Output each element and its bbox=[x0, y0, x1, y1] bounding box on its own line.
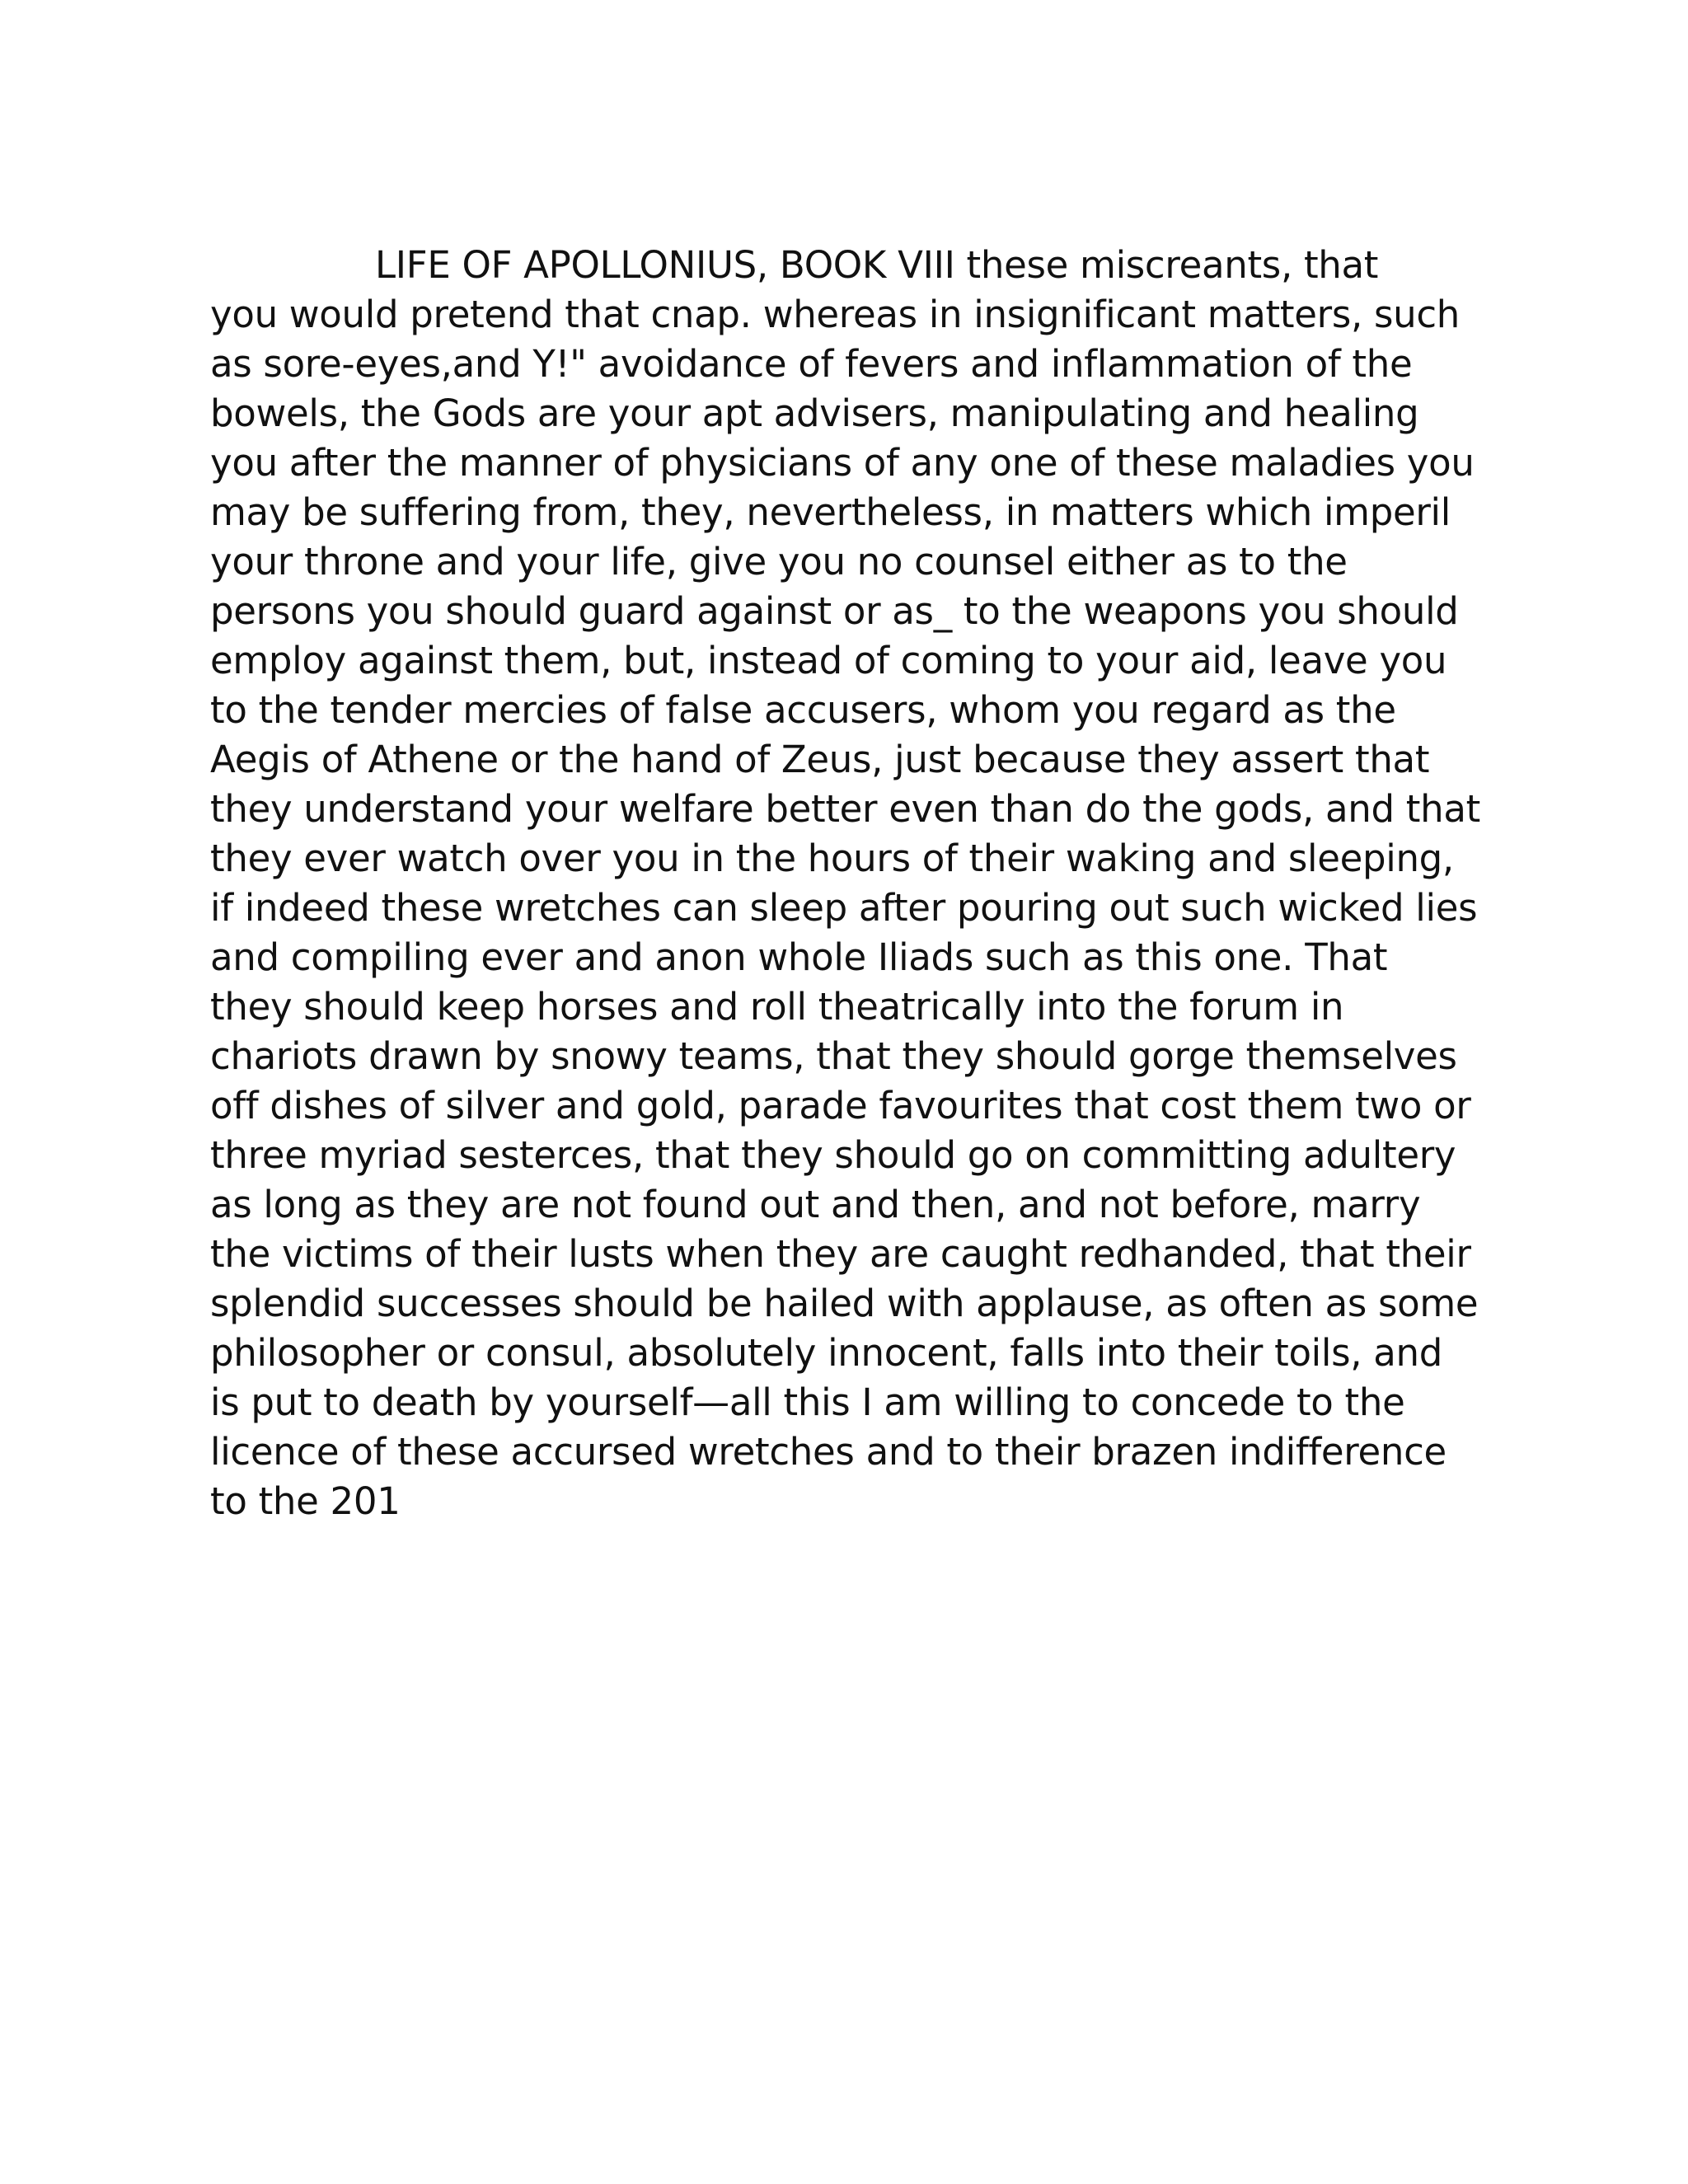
text-line: they should keep horses and roll theatrically into the forum in bbox=[210, 985, 1344, 1029]
text-line: may be suffering from, they, nevertheless, in matters which imperil bbox=[210, 490, 1451, 534]
text-line: is put to death by yourself—all this I am willing to concede to the bbox=[210, 1380, 1405, 1424]
text-line: if indeed these wretches can sleep after pouring out such wicked lies bbox=[210, 886, 1478, 930]
text-line: Aegis of Athene or the hand of Zeus, just because they assert that bbox=[210, 738, 1430, 781]
text-line: they ever watch over you in the hours of their waking and sleeping, bbox=[210, 837, 1454, 880]
text-line: to the tender mercies of false accusers, whom you regard as the bbox=[210, 688, 1396, 732]
text-line: you would pretend that cnap. whereas in insignificant matters, such bbox=[210, 293, 1461, 336]
text-line: licence of these accursed wretches and to their brazen indifference bbox=[210, 1430, 1447, 1474]
text-line: your throne and your life, give you no counsel either as to the bbox=[210, 540, 1348, 583]
text-line: off dishes of silver and gold, parade favourites that cost them two or bbox=[210, 1084, 1471, 1127]
text-line: and compiling ever and anon whole Iliads such as this one. That bbox=[210, 935, 1388, 979]
text-line: employ against them, but, instead of coming to your aid, leave you bbox=[210, 639, 1447, 682]
text-line: three myriad sesterces, that they should go on committing adultery bbox=[210, 1133, 1456, 1177]
text-line: chariots drawn by snowy teams, that they should gorge themselves bbox=[210, 1034, 1457, 1078]
body-text bbox=[210, 241, 1529, 1526]
text-line: philosopher or consul, absolutely innocent, falls into their toils, and bbox=[210, 1331, 1442, 1375]
text-line: as long as they are not found out and then, and not before, marry bbox=[210, 1183, 1421, 1226]
text-line: you after the manner of physicians of any one of these maladies you bbox=[210, 441, 1475, 485]
text-line: the victims of their lusts when they are caught redhanded, that their bbox=[210, 1232, 1471, 1276]
text-line: splendid successes should be hailed with applause, as often as some bbox=[210, 1282, 1479, 1325]
text-line: they understand your welfare better even than do the gods, and that bbox=[210, 787, 1480, 831]
text-line: persons you should guard against or as_ to the weapons you should bbox=[210, 589, 1459, 633]
text-line: bowels, the Gods are your apt advisers, manipulating and healing bbox=[210, 391, 1419, 435]
text-line: LIFE OF APOLLONIUS, BOOK VIII these miscreants, that bbox=[375, 243, 1379, 287]
text-line: as sore-eyes,and Y!" avoidance of fevers and inflammation of the bbox=[210, 342, 1413, 386]
text-line: to the 201 bbox=[210, 1479, 401, 1523]
